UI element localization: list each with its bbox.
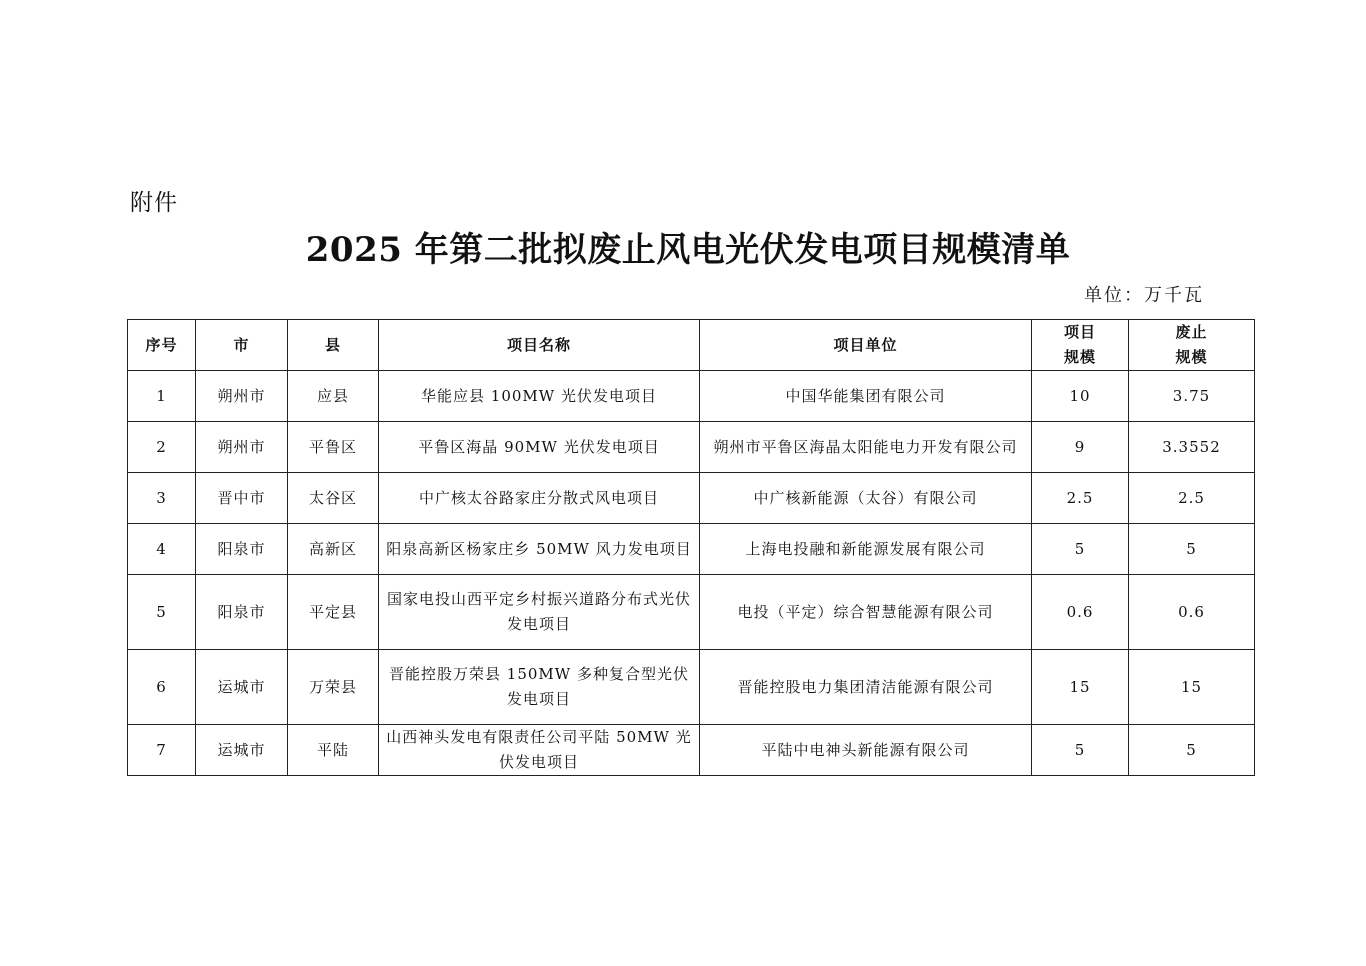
table-row [128, 473, 1255, 524]
cell-county: 万荣县 [288, 650, 379, 725]
cell-abolish-scale: 2.5 [1129, 473, 1255, 524]
cell-project-company: 中广核新能源（太谷）有限公司 [700, 473, 1032, 524]
cell-project-name: 中广核太谷路家庄分散式风电项目 [379, 473, 700, 524]
cell-project-scale: 5 [1032, 524, 1129, 575]
cell-city: 朔州市 [196, 422, 288, 473]
cell-seq: 7 [128, 725, 196, 776]
attachment-label: 附件 [130, 190, 178, 216]
header-seq: 序号 [128, 320, 196, 371]
cell-project-company: 电投（平定）综合智慧能源有限公司 [700, 575, 1032, 650]
cell-county: 平鲁区 [288, 422, 379, 473]
cell-project-scale: 2.5 [1032, 473, 1129, 524]
cell-county: 平定县 [288, 575, 379, 650]
cell-abolish-scale: 15 [1129, 650, 1255, 725]
cell-seq: 2 [128, 422, 196, 473]
table-row [128, 725, 1255, 776]
cell-project-company: 平陆中电神头新能源有限公司 [700, 725, 1032, 776]
cell-project-scale: 9 [1032, 422, 1129, 473]
table-header-row [128, 320, 1255, 371]
header-project-scale-line2: 规模 [1063, 348, 1096, 366]
cell-seq: 6 [128, 650, 196, 725]
cell-city: 阳泉市 [196, 524, 288, 575]
table-row [128, 575, 1255, 650]
cell-project-name: 阳泉高新区杨家庄乡 50MW 风力发电项目 [379, 524, 700, 575]
table-row [128, 371, 1255, 422]
cell-project-name: 华能应县 100MW 光伏发电项目 [379, 371, 700, 422]
cell-abolish-scale: 5 [1129, 725, 1255, 776]
cell-project-scale: 5 [1032, 725, 1129, 776]
cell-project-name: 平鲁区海晶 90MW 光伏发电项目 [379, 422, 700, 473]
header-project-scale-line1: 项目 [1063, 323, 1096, 341]
cell-abolish-scale: 5 [1129, 524, 1255, 575]
cell-abolish-scale: 3.75 [1129, 371, 1255, 422]
header-project-name: 项目名称 [379, 320, 700, 371]
cell-county: 应县 [288, 371, 379, 422]
cell-city: 运城市 [196, 725, 288, 776]
cell-project-scale: 15 [1032, 650, 1129, 725]
cell-project-company: 朔州市平鲁区海晶太阳能电力开发有限公司 [700, 422, 1032, 473]
cell-county: 太谷区 [288, 473, 379, 524]
header-project-company: 项目单位 [700, 320, 1032, 371]
header-project-scale [1032, 320, 1129, 371]
cell-project-scale: 10 [1032, 371, 1129, 422]
cell-project-company: 中国华能集团有限公司 [700, 371, 1032, 422]
cell-city: 晋中市 [196, 473, 288, 524]
header-abolish-scale-line1: 废止 [1175, 323, 1208, 341]
cell-city: 运城市 [196, 650, 288, 725]
project-table [127, 319, 1255, 776]
cell-project-company: 上海电投融和新能源发展有限公司 [700, 524, 1032, 575]
header-city: 市 [196, 320, 288, 371]
header-abolish-scale-line2: 规模 [1175, 348, 1208, 366]
unit-label: 单位：万千瓦 [1084, 285, 1204, 306]
cell-county: 平陆 [288, 725, 379, 776]
cell-city: 阳泉市 [196, 575, 288, 650]
cell-abolish-scale: 0.6 [1129, 575, 1255, 650]
cell-project-company: 晋能控股电力集团清洁能源有限公司 [700, 650, 1032, 725]
cell-project-name: 国家电投山西平定乡村振兴道路分布式光伏发电项目 [379, 575, 700, 650]
header-county: 县 [288, 320, 379, 371]
header-abolish-scale [1129, 320, 1255, 371]
cell-seq: 4 [128, 524, 196, 575]
cell-county: 高新区 [288, 524, 379, 575]
cell-seq: 3 [128, 473, 196, 524]
table-row [128, 422, 1255, 473]
cell-project-name: 晋能控股万荣县 150MW 多种复合型光伏发电项目 [379, 650, 700, 725]
cell-project-scale: 0.6 [1032, 575, 1129, 650]
cell-project-name: 山西神头发电有限责任公司平陆 50MW 光伏发电项目 [379, 725, 700, 776]
cell-seq: 5 [128, 575, 196, 650]
cell-city: 朔州市 [196, 371, 288, 422]
table-row [128, 524, 1255, 575]
cell-seq: 1 [128, 371, 196, 422]
cell-abolish-scale: 3.3552 [1129, 422, 1255, 473]
table-row [128, 650, 1255, 725]
page-title: 2025 年第二批拟废止风电光伏发电项目规模清单 [305, 230, 1071, 270]
